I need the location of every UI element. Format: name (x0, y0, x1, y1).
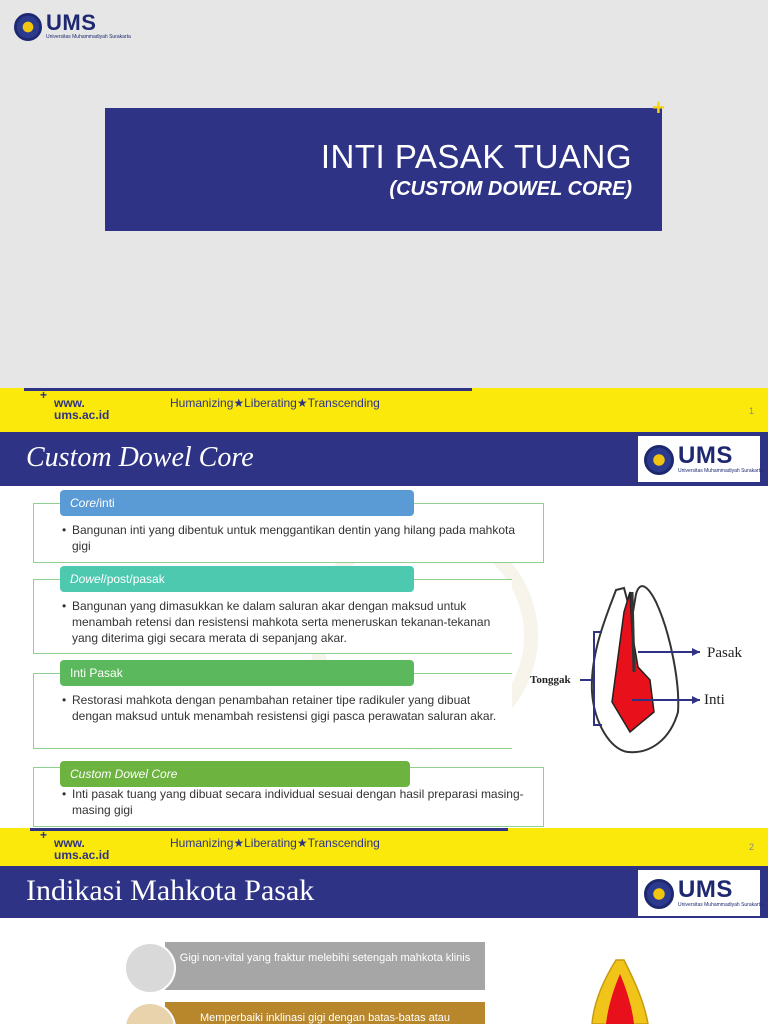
item-text: • Bangunan inti yang dibentuk untuk menggantikan dentin yang hilang pada mahkota gigi (72, 522, 533, 554)
footer-plus-icon: + (40, 388, 48, 402)
header-logo (638, 870, 763, 916)
item-label-em: Dowel (70, 572, 104, 586)
page-number: 2 (748, 842, 754, 852)
footer-website (54, 397, 109, 421)
footer-website (54, 837, 109, 861)
label-inti: Inti (704, 692, 725, 708)
header-bar (0, 432, 768, 486)
footer-www-line2: ums.ac.id (54, 408, 110, 422)
item-text: • Bangunan yang dimasukkan ke dalam saluran akar dengan maksud untuk menambah retensi dan resistensi mahkota serta meneruskan tekanan-tekanan yang diterima gigi secara merata di sepanjang akar. (72, 598, 502, 646)
slide-title: Custom Dowel Core (26, 442, 254, 473)
logo-subtitle: Universitas Muhammadiyah Surakarta (46, 34, 131, 40)
footer-divider (24, 388, 472, 391)
logo-name: UMS (678, 442, 733, 469)
ums-emblem-icon (644, 879, 674, 909)
item-label (60, 490, 414, 516)
logo-subtitle: Universitas Muhammadiyah Surakarta (678, 902, 763, 908)
ums-logo (14, 12, 131, 41)
header-bar (0, 866, 768, 918)
item-label-rest: Inti Pasak (70, 666, 123, 680)
logo-name: UMS (678, 876, 733, 903)
item-text: • Inti pasak tuang yang dibuat secara individual sesuai dengan hasil preparasi masing-masing gigi (72, 786, 533, 818)
slide-1 (0, 0, 768, 432)
ums-logo (644, 878, 763, 909)
arrowhead-icon (692, 648, 700, 656)
slide-title: INTI PASAK TUANG (320, 138, 632, 175)
footer-divider (30, 828, 508, 831)
footer-www-line2: ums.ac.id (54, 848, 110, 862)
root-canal-line-icon (632, 592, 634, 672)
item-label-rest: /inti (96, 496, 115, 510)
footer (0, 828, 768, 866)
ums-emblem-icon (14, 13, 42, 41)
list-item: Gigi non-vital yang fraktur melebihi setengah mahkota klinis (165, 942, 485, 990)
slide-3 (0, 866, 768, 1024)
logo-name: UMS (46, 10, 97, 35)
slide-2 (0, 432, 768, 866)
header-logo (638, 436, 763, 482)
title-box (105, 108, 662, 231)
tooth-diagram (520, 572, 768, 762)
footer-www-line1: www. (54, 396, 85, 410)
ums-emblem-icon (644, 445, 674, 475)
item-label-em: Custom Dowel Core (70, 767, 178, 781)
footer (0, 388, 768, 432)
footer-tagline: Humanizing★Liberating★Transcending (170, 396, 380, 410)
footer-www-line1: www. (54, 836, 85, 850)
page-number: 1 (748, 406, 754, 416)
item-label-rest: /post/pasak (103, 572, 165, 586)
bullet-circle-icon (124, 942, 176, 994)
slide-subtitle: (CUSTOM DOWEL CORE) (389, 178, 632, 200)
plus-decoration-icon: + (652, 95, 665, 120)
label-pasak: Pasak (707, 645, 742, 661)
label-tonggak: Tonggak (530, 674, 571, 686)
item-label (60, 660, 414, 686)
item-label (60, 566, 414, 592)
slide-title: Indikasi Mahkota Pasak (26, 874, 315, 907)
footer-tagline: Humanizing★Liberating★Transcending (170, 836, 380, 850)
list-item: Memperbaiki inklinasi gigi dengan batas-batas atau (165, 1002, 485, 1024)
item-label-em: Core (70, 496, 97, 510)
ums-logo (644, 444, 763, 475)
footer-plus-icon: + (40, 828, 48, 842)
tooth-crown-icon (580, 956, 660, 1024)
arrowhead-icon (692, 696, 700, 704)
logo-subtitle: Universitas Muhammadiyah Surakarta (678, 468, 763, 474)
item-text: • Restorasi mahkota dengan penambahan retainer tipe radikuler yang dibuat dengan maksud untuk menambah resistensi gigi pasca perawatan saluran akar. (72, 692, 502, 724)
item-label (60, 761, 410, 787)
